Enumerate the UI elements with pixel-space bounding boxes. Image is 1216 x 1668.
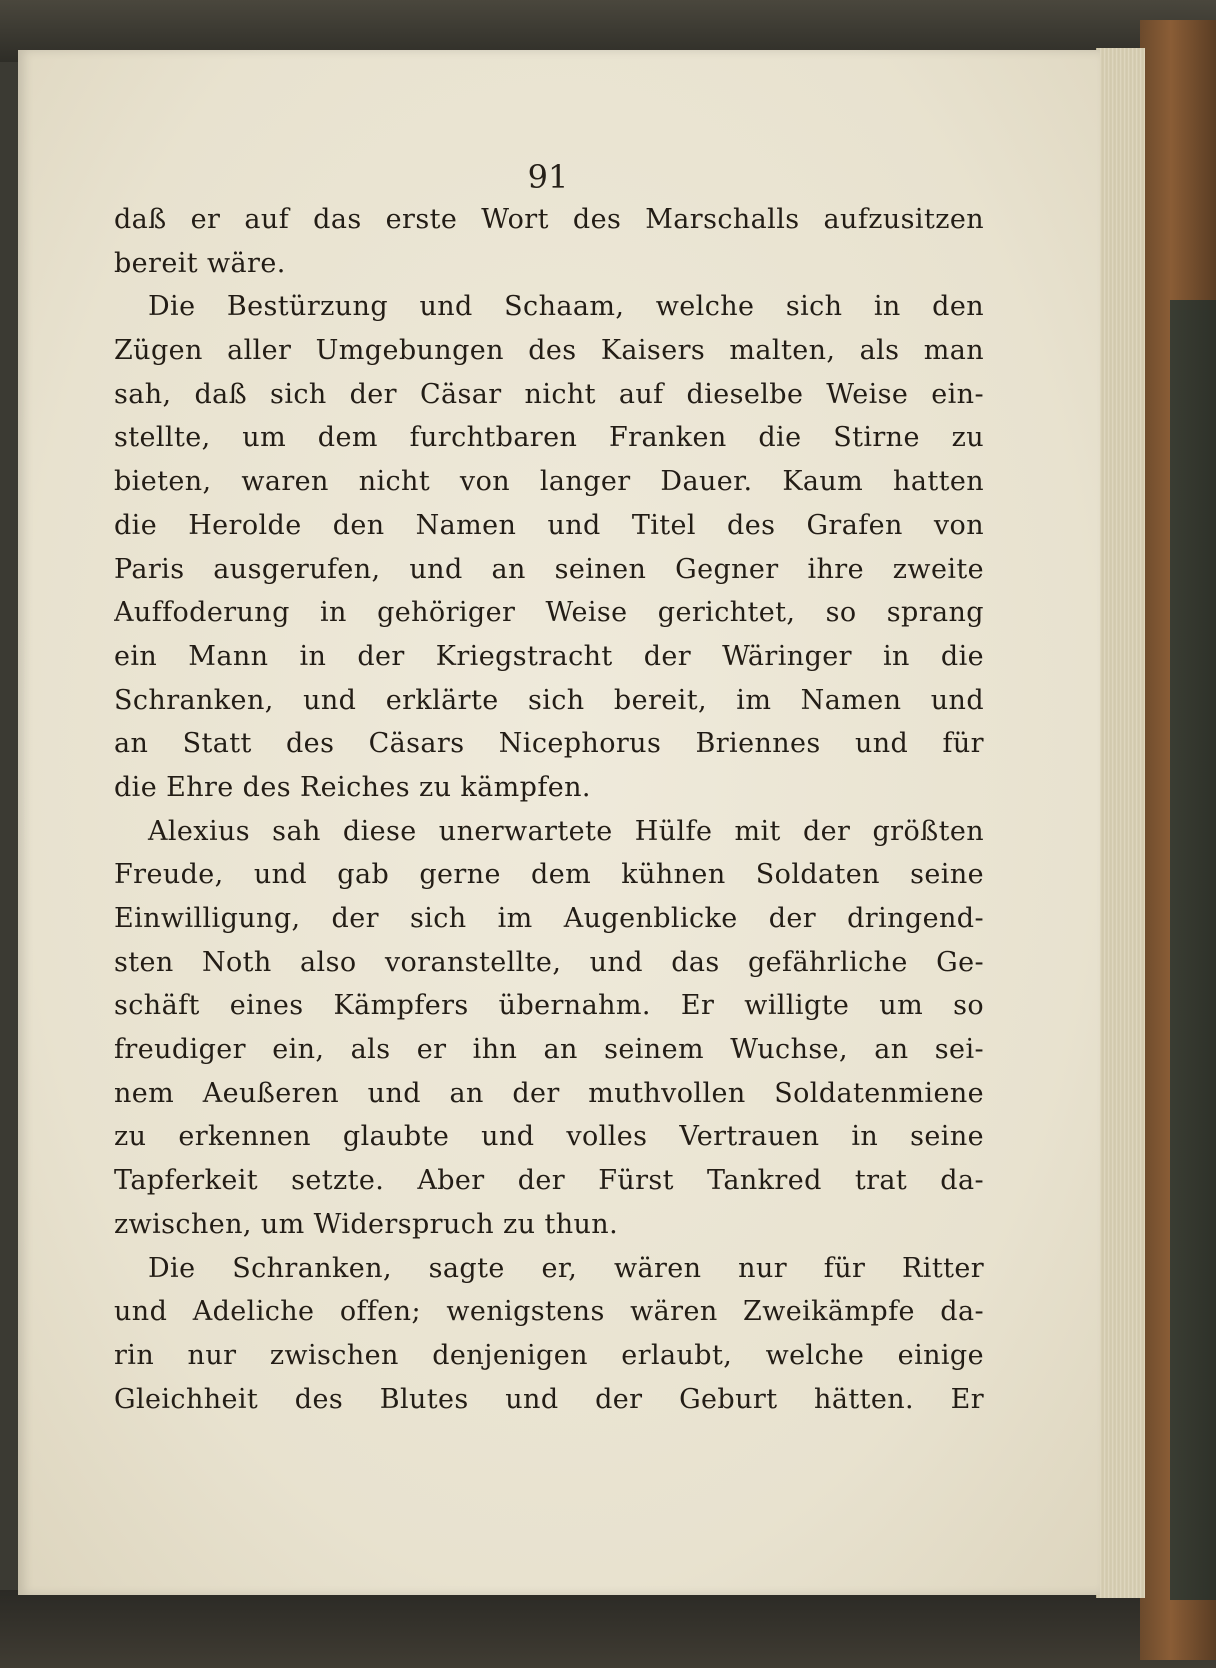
text-line: zu erkennen glaubte und volles Vertrauen in seine — [114, 1121, 984, 1153]
text-line: Freude, und gab gerne dem kühnen Soldaten seine — [114, 859, 984, 891]
body-text — [114, 198, 984, 1421]
text-line: ein Mann in der Kriegstracht der Wäringer in die — [114, 640, 984, 672]
text-line: Alexius sah diese unerwartete Hülfe mit der größten — [148, 815, 984, 847]
text-line: Schranken, und erklärte sich bereit, im Namen und — [114, 684, 984, 716]
text-line: bereit wäre. — [114, 247, 286, 279]
book-page — [18, 50, 1100, 1595]
text-line: sten Noth also voranstellte, und das gefährliche Ge- — [114, 946, 984, 978]
page-number: 91 — [527, 158, 569, 196]
text-line: daß er auf das erste Wort des Marschalls aufzusitzen — [114, 204, 984, 235]
text-line: schäft eines Kämpfers übernahm. Er willigte um so — [114, 990, 984, 1022]
text-line: Die Schranken, sagte er, wären nur für Ritter — [148, 1252, 984, 1284]
text-line: Zügen aller Umgebungen des Kaisers malten, als man — [114, 335, 984, 367]
page-stack-edge — [1096, 48, 1145, 1598]
text-line: Einwilligung, der sich im Augenblicke der dringend- — [114, 903, 984, 934]
text-line: die Ehre des Reiches zu kämpfen. — [114, 771, 591, 803]
text-line: und Adeliche offen; wenigstens wären Zweikämpfe da- — [114, 1296, 984, 1328]
text-line: sah, daß sich der Cäsar nicht auf dieselbe Weise ein- — [114, 378, 984, 410]
text-line: Paris ausgerufen, und an seinen Gegner ihre zweite — [114, 553, 984, 585]
text-line: freudiger ein, als er ihn an seinem Wuchse, an sei- — [114, 1034, 984, 1066]
text-line: bieten, waren nicht von langer Dauer. Kaum hatten — [114, 466, 984, 498]
text-line: Gleichheit des Blutes und der Geburt hätten. Er — [114, 1383, 984, 1415]
text-line: zwischen, um Widerspruch zu thun. — [114, 1208, 619, 1240]
text-line: die Herolde den Namen und Titel des Grafen von — [114, 509, 984, 541]
cover-bottom-edge — [0, 1590, 1216, 1668]
text-line: stellte, um dem furchtbaren Franken die Stirne zu — [114, 422, 984, 454]
text-line: rin nur zwischen denjenigen erlaubt, welche einige — [114, 1339, 984, 1371]
text-line: an Statt des Cäsars Nicephorus Briennes und für — [114, 728, 984, 760]
text-line: Auffoderung in gehöriger Weise gerichtet, so sprang — [114, 597, 984, 629]
text-line: Die Bestürzung und Schaam, welche sich in den — [148, 291, 984, 323]
cover-board — [1170, 300, 1216, 1600]
text-line: Tapferkeit setzte. Aber der Fürst Tankred trat da- — [114, 1165, 984, 1197]
text-line: nem Aeußeren und an der muthvollen Soldatenmiene — [114, 1077, 984, 1109]
